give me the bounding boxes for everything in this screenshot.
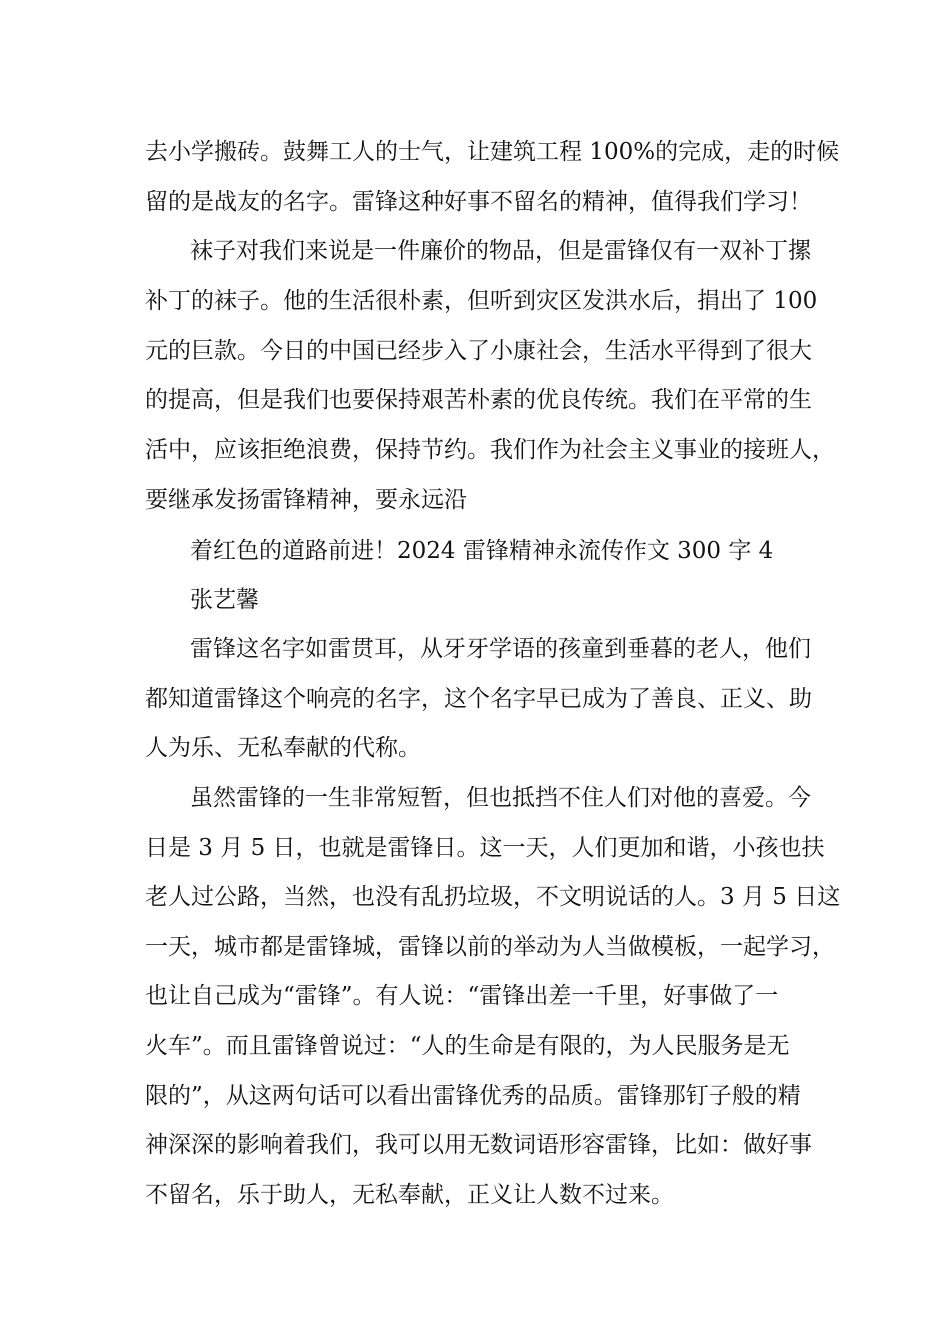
text-line: 都知道雷锋这个响亮的名字，这个名字早已成为了善良、正义、助 (145, 686, 812, 712)
text-line: 日是 3 月 5 日，也就是雷锋日。这一天，人们更加和谐，小孩也扶 (145, 835, 825, 861)
text-line: 限的”，从这两句话可以看出雷锋优秀的品质。雷锋那钉子般的精 (145, 1083, 801, 1109)
text-line: 一天，城市都是雷锋城，雷锋以前的举动为人当做模板，一起学习， (145, 934, 835, 960)
text-line: 神深深的影响着我们，我可以用无数词语形容雷锋，比如：做好事 (145, 1132, 812, 1158)
text-line: 去小学搬砖。鼓舞工人的士气，让建筑工程 100%的完成，走的时候 (145, 139, 840, 165)
text-line: 火车”。而且雷锋曾说过：“人的生命是有限的，为人民服务是无 (145, 1033, 790, 1059)
text-line: 着红色的道路前进！2024 雷锋精神永流传作文 300 字 4 (190, 538, 774, 564)
text-line: 虽然雷锋的一生非常短暂，但也抵挡不住人们对他的喜爱。今 (190, 785, 811, 811)
text-line: 补丁的袜子。他的生活很朴素，但听到灾区发洪水后，捐出了 100 (145, 288, 818, 314)
text-line: 也让自己成为“雷锋”。有人说：“雷锋出差一千里，好事做了一 (145, 983, 779, 1009)
text-line: 袜子对我们来说是一件廉价的物品，但是雷锋仅有一双补丁摞 (190, 238, 811, 264)
text-line: 人为乐、无私奉献的代称。 (145, 735, 421, 761)
text-line: 要继承发扬雷锋精神，要永远沿 (145, 487, 467, 513)
text-line: 雷锋这名字如雷贯耳，从牙牙学语的孩童到垂暮的老人，他们 (190, 636, 811, 662)
text-line: 老人过公路，当然，也没有乱扔垃圾，不文明说话的人。3 月 5 日这 (145, 884, 841, 910)
text-line: 的提高，但是我们也要保持艰苦朴素的优良传统。我们在平常的生 (145, 387, 812, 413)
author-name: 张艺馨 (190, 587, 259, 613)
text-line: 元的巨款。今日的中国已经步入了小康社会，生活水平得到了很大 (145, 338, 812, 364)
text-line: 活中，应该拒绝浪费，保持节约。我们作为社会主义事业的接班人， (145, 437, 835, 463)
text-line: 留的是战友的名字。雷锋这种好事不留名的精神，值得我们学习！ (145, 189, 812, 215)
text-line: 不留名，乐于助人，无私奉献，正义让人数不过来。 (145, 1182, 674, 1208)
